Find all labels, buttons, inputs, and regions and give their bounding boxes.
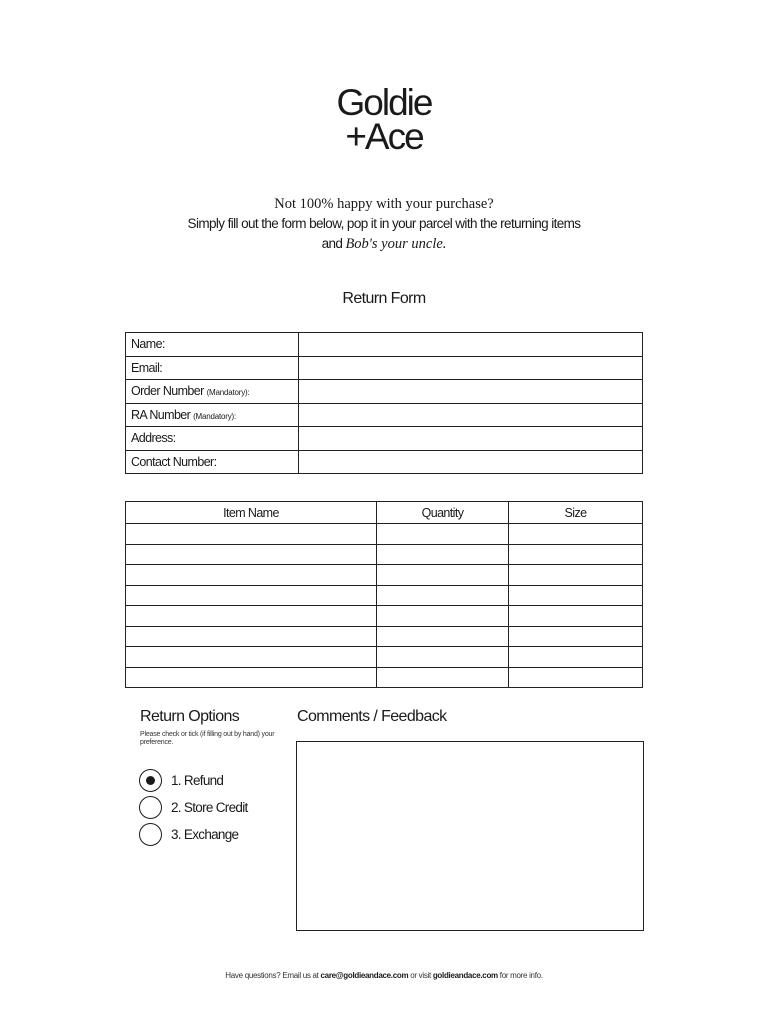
table-row: [126, 647, 643, 668]
table-row: [126, 544, 643, 565]
option-refund-label: 1. Refund: [171, 773, 224, 788]
intro-line1: Not 100% happy with your purchase?: [274, 196, 494, 212]
table-row: [126, 565, 643, 586]
intro-line2: Simply fill out the form below, pop it in your parcel with the returning items: [187, 216, 581, 231]
details-value-field[interactable]: [299, 356, 643, 380]
column-header-item-name: Item Name: [126, 502, 377, 524]
size-cell[interactable]: [509, 565, 643, 586]
item-name-cell[interactable]: [126, 647, 377, 668]
items-table: [125, 501, 643, 688]
radio-exchange[interactable]: [139, 823, 162, 846]
intro-line3-emphasis: Bob's your uncle.: [345, 236, 447, 252]
form-title: Return Form: [342, 290, 426, 307]
details-row: [126, 450, 643, 474]
radio-store-credit[interactable]: [139, 796, 162, 819]
option-store-credit-label: 2. Store Credit: [171, 800, 248, 815]
details-label-cell: [126, 380, 299, 404]
size-cell[interactable]: [509, 626, 643, 647]
quantity-cell[interactable]: [377, 524, 509, 545]
intro-line3: [0, 234, 768, 254]
details-row: [126, 403, 643, 427]
footer-suffix: for more info.: [497, 971, 543, 980]
radio-refund[interactable]: [139, 769, 162, 792]
brand-logo-line1: Goldie: [336, 82, 432, 123]
details-label-cell: [126, 450, 299, 474]
details-label-cell: [126, 356, 299, 380]
comments-field[interactable]: [296, 741, 644, 931]
option-refund[interactable]: [139, 769, 223, 792]
details-label: Email:: [131, 360, 163, 375]
quantity-cell[interactable]: [377, 606, 509, 627]
brand-logo-line2: +Ace: [345, 116, 423, 157]
footer-email-link[interactable]: care@goldieandace.com: [320, 971, 409, 980]
table-row: [126, 606, 643, 627]
details-row: [126, 356, 643, 380]
item-name-cell[interactable]: [126, 667, 377, 688]
item-name-cell[interactable]: [126, 626, 377, 647]
table-row: [126, 667, 643, 688]
column-header-size: Size: [509, 502, 643, 524]
item-name-cell[interactable]: [126, 565, 377, 586]
size-cell[interactable]: [509, 667, 643, 688]
details-value-field[interactable]: [299, 380, 643, 404]
details-label-cell: [126, 427, 299, 451]
details-value-field[interactable]: [299, 450, 643, 474]
item-name-cell[interactable]: [126, 606, 377, 627]
comments-title: Comments / Feedback: [297, 708, 447, 725]
details-label-cell: [126, 403, 299, 427]
quantity-cell[interactable]: [377, 585, 509, 606]
brand-logo: [0, 82, 768, 157]
size-cell[interactable]: [509, 606, 643, 627]
details-value-field[interactable]: [299, 403, 643, 427]
details-row: [126, 333, 643, 357]
details-row: [126, 427, 643, 451]
quantity-cell[interactable]: [377, 667, 509, 688]
customer-details-table: [125, 332, 643, 474]
size-cell[interactable]: [509, 544, 643, 565]
details-label-note: (Mandatory):: [193, 411, 237, 421]
quantity-cell[interactable]: [377, 626, 509, 647]
option-exchange-label: 3. Exchange: [171, 827, 239, 842]
details-label: Address:: [131, 431, 176, 446]
details-label: RA Number: [131, 407, 191, 422]
intro-line3-prefix: and: [321, 236, 346, 251]
details-label: Order Number: [131, 384, 204, 399]
size-cell[interactable]: [509, 524, 643, 545]
return-options-title: Return Options: [140, 708, 240, 725]
footer-middle: or visit: [408, 971, 433, 980]
return-options-note: Please check or tick (if filling out by hand) your preference.: [140, 731, 275, 746]
items-header-row: [126, 502, 643, 524]
details-label-note: (Mandatory):: [206, 388, 250, 398]
item-name-cell[interactable]: [126, 524, 377, 545]
details-label: Contact Number:: [131, 454, 217, 469]
column-header-quantity: Quantity: [377, 502, 509, 524]
size-cell[interactable]: [509, 585, 643, 606]
quantity-cell[interactable]: [377, 544, 509, 565]
details-label-cell: [126, 333, 299, 357]
table-row: [126, 524, 643, 545]
option-store-credit[interactable]: [139, 796, 248, 819]
quantity-cell[interactable]: [377, 647, 509, 668]
footer-contact: [0, 971, 768, 980]
footer-site-link[interactable]: goldieandace.com: [432, 971, 498, 980]
intro-text: [0, 194, 768, 254]
quantity-cell[interactable]: [377, 565, 509, 586]
details-value-field[interactable]: [299, 427, 643, 451]
item-name-cell[interactable]: [126, 544, 377, 565]
table-row: [126, 626, 643, 647]
option-exchange[interactable]: [139, 823, 238, 846]
details-row: [126, 380, 643, 404]
footer-prefix: Have questions? Email us at: [225, 971, 321, 980]
details-value-field[interactable]: [299, 333, 643, 357]
size-cell[interactable]: [509, 647, 643, 668]
item-name-cell[interactable]: [126, 585, 377, 606]
details-label: Name:: [131, 337, 165, 352]
table-row: [126, 585, 643, 606]
